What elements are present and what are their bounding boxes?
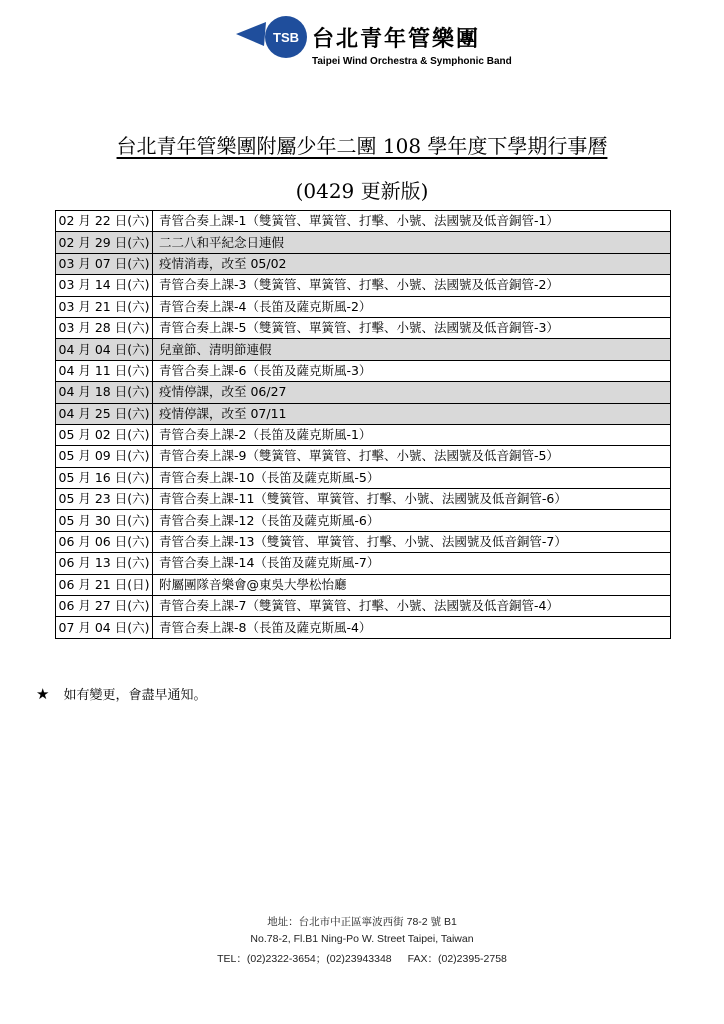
schedule-date: 06 月 21 日(日) [56,574,153,595]
schedule-event: 青管合奏上課-1（雙簧管、單簧管、打擊、小號、法國號及低音銅管-1） [153,211,671,232]
footer-contact [0,951,724,966]
footer-address-cn: 地址：台北市中正區寧波西街 78-2 號 B1 [267,916,457,928]
footer-address-en: No.78-2, Fl.B1 Ning-Po W. Street Taipei, Taiwan [250,933,474,945]
table-row [56,617,671,638]
schedule-event: 青管合奏上課-13（雙簧管、單簧管、打擊、小號、法國號及低音銅管-7） [153,531,671,552]
schedule-date: 07 月 04 日(六) [56,617,153,638]
schedule-table [55,210,671,639]
table-row [56,553,671,574]
footer-tel: TEL：(02)2322-3654；(02)23943348 [217,953,392,965]
schedule-date: 06 月 13 日(六) [56,553,153,574]
table-row [56,531,671,552]
schedule-date: 03 月 14 日(六) [56,275,153,296]
change-notice-text: 如有變更，會盡早通知。 [63,688,207,703]
schedule-event: 疫情停課，改至 07/11 [153,403,671,424]
table-row [56,424,671,445]
schedule-date: 02 月 22 日(六) [56,211,153,232]
document-subtitle: (0429 更新版) [295,179,429,203]
table-row [56,211,671,232]
table-row [56,596,671,617]
schedule-event: 青管合奏上課-4（長笛及薩克斯風-2） [153,296,671,317]
schedule-event: 兒童節、清明節連假 [153,339,671,360]
table-row [56,232,671,253]
table-row [56,296,671,317]
schedule-event: 青管合奏上課-3（雙簧管、單簧管、打擊、小號、法國號及低音銅管-2） [153,275,671,296]
schedule-date: 05 月 23 日(六) [56,489,153,510]
change-notice [36,684,206,703]
schedule-date: 05 月 02 日(六) [56,424,153,445]
schedule-date: 04 月 04 日(六) [56,339,153,360]
table-row [56,253,671,274]
schedule-date: 04 月 25 日(六) [56,403,153,424]
schedule-event: 青管合奏上課-9（雙簧管、單簧管、打擊、小號、法國號及低音銅管-5） [153,446,671,467]
schedule-event: 青管合奏上課-2（長笛及薩克斯風-1） [153,424,671,445]
logo-name-cn: 台北青年管樂團 [312,26,481,52]
schedule-date: 02 月 29 日(六) [56,232,153,253]
schedule-event: 青管合奏上課-7（雙簧管、單簧管、打擊、小號、法國號及低音銅管-4） [153,596,671,617]
star-icon: ★ [36,685,50,703]
table-row [56,317,671,338]
logo-name-en: Taipei Wind Orchestra & Symphonic Band [312,56,512,67]
svg-text:TSB: TSB [273,30,299,45]
schedule-event: 青管合奏上課-8（長笛及薩克斯風-4） [153,617,671,638]
table-row [56,275,671,296]
table-row [56,382,671,403]
table-row [56,446,671,467]
schedule-event: 青管合奏上課-12（長笛及薩克斯風-6） [153,510,671,531]
document-title: 台北青年管樂團附屬少年二團 108 學年度下學期行事曆 [116,134,608,158]
table-row [56,360,671,381]
schedule-event: 青管合奏上課-10（長笛及薩克斯風-5） [153,467,671,488]
schedule-event: 青管合奏上課-14（長笛及薩克斯風-7） [153,553,671,574]
schedule-date: 03 月 21 日(六) [56,296,153,317]
header-logo [236,12,512,70]
schedule-event: 二二八和平紀念日連假 [153,232,671,253]
footer-fax: FAX：(02)2395-2758 [407,953,507,965]
schedule-event: 青管合奏上課-5（雙簧管、單簧管、打擊、小號、法國號及低音銅管-3） [153,317,671,338]
schedule-date: 04 月 18 日(六) [56,382,153,403]
table-row [56,339,671,360]
table-row [56,489,671,510]
schedule-date: 06 月 27 日(六) [56,596,153,617]
schedule-event: 青管合奏上課-11（雙簧管、單簧管、打擊、小號、法國號及低音銅管-6） [153,489,671,510]
table-row [56,574,671,595]
schedule-date: 05 月 30 日(六) [56,510,153,531]
table-row [56,467,671,488]
schedule-event: 疫情停課，改至 06/27 [153,382,671,403]
tsb-logo-icon [236,12,310,62]
schedule-date: 03 月 28 日(六) [56,317,153,338]
table-row [56,510,671,531]
schedule-event: 附屬團隊音樂會@東吳大學松怡廳 [153,574,671,595]
schedule-date: 05 月 16 日(六) [56,467,153,488]
schedule-event: 青管合奏上課-6（長笛及薩克斯風-3） [153,360,671,381]
table-row [56,403,671,424]
schedule-event: 疫情消毒，改至 05/02 [153,253,671,274]
schedule-date: 05 月 09 日(六) [56,446,153,467]
schedule-date: 03 月 07 日(六) [56,253,153,274]
schedule-date: 06 月 06 日(六) [56,531,153,552]
schedule-date: 04 月 11 日(六) [56,360,153,381]
